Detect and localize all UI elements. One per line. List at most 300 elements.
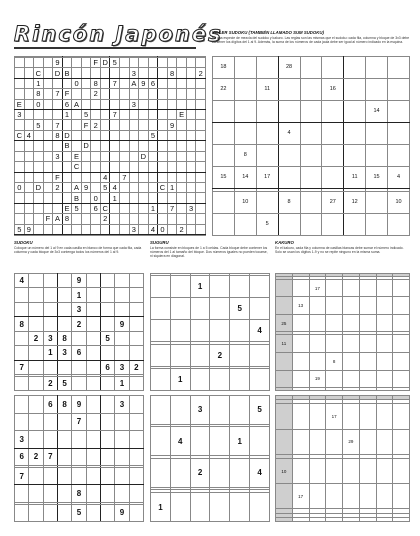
- cell[interactable]: [81, 203, 91, 213]
- cell[interactable]: [81, 99, 91, 109]
- cell[interactable]: [148, 68, 158, 78]
- cell[interactable]: [139, 224, 149, 234]
- cell[interactable]: [393, 352, 410, 370]
- cell[interactable]: [234, 100, 256, 122]
- cell[interactable]: [213, 100, 235, 122]
- cell[interactable]: [326, 314, 343, 332]
- cell[interactable]: [129, 89, 139, 99]
- cell[interactable]: [15, 78, 25, 88]
- cell[interactable]: [129, 141, 139, 151]
- cell[interactable]: [196, 162, 206, 172]
- cell[interactable]: [129, 162, 139, 172]
- cell[interactable]: [115, 288, 129, 302]
- cell[interactable]: [196, 120, 206, 130]
- cell[interactable]: 19: [309, 370, 326, 388]
- cell[interactable]: [43, 360, 57, 374]
- cell[interactable]: 14: [234, 166, 256, 188]
- cell[interactable]: [167, 58, 177, 68]
- cell[interactable]: [72, 448, 86, 466]
- cell[interactable]: [148, 141, 158, 151]
- cell[interactable]: [62, 58, 72, 68]
- cell[interactable]: [72, 141, 82, 151]
- cell[interactable]: [234, 122, 256, 144]
- cell[interactable]: [81, 89, 91, 99]
- cell[interactable]: [24, 162, 34, 172]
- cell[interactable]: [53, 224, 63, 234]
- cell[interactable]: [393, 370, 410, 388]
- cell[interactable]: [186, 162, 196, 172]
- cell[interactable]: 12: [344, 191, 366, 213]
- cell[interactable]: [276, 429, 293, 454]
- cell[interactable]: [388, 122, 410, 144]
- cell[interactable]: B: [62, 141, 72, 151]
- cell[interactable]: [177, 141, 187, 151]
- cell[interactable]: [86, 376, 100, 391]
- cell[interactable]: [292, 370, 309, 388]
- cell[interactable]: 8: [326, 352, 343, 370]
- cell[interactable]: [100, 78, 110, 88]
- cell[interactable]: [57, 413, 71, 431]
- cell[interactable]: [256, 100, 278, 122]
- cell[interactable]: [86, 448, 100, 466]
- cell[interactable]: 1: [170, 368, 190, 390]
- cell[interactable]: [129, 234, 139, 235]
- cell[interactable]: [72, 89, 82, 99]
- cell[interactable]: [278, 144, 300, 166]
- cell[interactable]: 1: [148, 203, 158, 213]
- cell[interactable]: 0: [91, 193, 101, 203]
- cell[interactable]: [129, 120, 139, 130]
- cell[interactable]: [170, 344, 190, 366]
- cell[interactable]: [15, 396, 29, 414]
- cell[interactable]: [43, 302, 57, 316]
- cell[interactable]: [100, 485, 114, 503]
- cell[interactable]: [72, 234, 82, 235]
- cell[interactable]: [72, 68, 82, 78]
- cell[interactable]: [230, 458, 250, 487]
- cell[interactable]: [86, 485, 100, 503]
- cell[interactable]: [24, 110, 34, 120]
- cell[interactable]: [81, 193, 91, 203]
- cell[interactable]: [234, 78, 256, 100]
- cell[interactable]: [29, 302, 43, 316]
- cell[interactable]: 4: [100, 172, 110, 182]
- cell[interactable]: [72, 360, 86, 374]
- cell[interactable]: [100, 234, 110, 235]
- cell[interactable]: [322, 166, 344, 188]
- cell[interactable]: 22: [213, 78, 235, 100]
- cell[interactable]: [343, 335, 360, 353]
- cell[interactable]: [359, 484, 376, 509]
- cell[interactable]: [151, 320, 171, 342]
- cell[interactable]: [359, 279, 376, 297]
- cell[interactable]: [309, 352, 326, 370]
- cell[interactable]: [148, 110, 158, 120]
- cell[interactable]: [256, 144, 278, 166]
- cell[interactable]: [376, 484, 393, 509]
- cell[interactable]: [344, 78, 366, 100]
- cell[interactable]: [344, 100, 366, 122]
- cell[interactable]: A: [129, 78, 139, 88]
- cell[interactable]: [29, 413, 43, 431]
- cell[interactable]: [366, 122, 388, 144]
- cell[interactable]: [388, 57, 410, 79]
- cell[interactable]: [322, 144, 344, 166]
- cell[interactable]: [151, 368, 171, 390]
- cell[interactable]: [129, 288, 143, 302]
- cell[interactable]: [34, 224, 44, 234]
- cell[interactable]: [129, 413, 143, 431]
- cell[interactable]: [177, 130, 187, 140]
- cell[interactable]: [43, 162, 53, 172]
- cell[interactable]: [210, 427, 230, 456]
- cell[interactable]: [129, 274, 143, 288]
- cell[interactable]: [366, 191, 388, 213]
- cell[interactable]: [24, 68, 34, 78]
- cell[interactable]: [322, 122, 344, 144]
- cell[interactable]: [110, 141, 120, 151]
- cell[interactable]: [86, 302, 100, 316]
- cell[interactable]: 1: [34, 78, 44, 88]
- cell[interactable]: [81, 162, 91, 172]
- cell[interactable]: [91, 182, 101, 192]
- cell[interactable]: F: [53, 172, 63, 182]
- cell[interactable]: 15: [366, 166, 388, 188]
- cell[interactable]: [376, 388, 393, 391]
- cell[interactable]: [256, 57, 278, 79]
- cell[interactable]: [34, 130, 44, 140]
- cell[interactable]: [34, 162, 44, 172]
- cell[interactable]: [91, 224, 101, 234]
- cell[interactable]: [139, 234, 149, 235]
- cell[interactable]: [151, 344, 171, 366]
- cell[interactable]: [300, 166, 322, 188]
- cell[interactable]: [43, 58, 53, 68]
- cell[interactable]: [250, 368, 270, 390]
- cell[interactable]: [230, 320, 250, 342]
- cell[interactable]: [343, 314, 360, 332]
- cell[interactable]: [43, 288, 57, 302]
- cell[interactable]: [34, 214, 44, 224]
- cell[interactable]: [57, 317, 71, 331]
- cell[interactable]: [110, 151, 120, 161]
- cell[interactable]: [24, 89, 34, 99]
- cell[interactable]: [177, 151, 187, 161]
- cell[interactable]: [376, 458, 393, 483]
- cell[interactable]: [167, 193, 177, 203]
- cell[interactable]: [120, 78, 130, 88]
- cell[interactable]: [24, 234, 34, 235]
- cell[interactable]: [278, 166, 300, 188]
- cell[interactable]: [120, 162, 130, 172]
- cell[interactable]: [388, 144, 410, 166]
- cell[interactable]: [129, 172, 139, 182]
- cell[interactable]: [393, 279, 410, 297]
- cell[interactable]: [43, 193, 53, 203]
- cell[interactable]: 0: [34, 99, 44, 109]
- cell[interactable]: [62, 224, 72, 234]
- cell[interactable]: [43, 274, 57, 288]
- cell[interactable]: [43, 203, 53, 213]
- cell[interactable]: [292, 314, 309, 332]
- cell[interactable]: [72, 120, 82, 130]
- cell[interactable]: [158, 58, 168, 68]
- cell[interactable]: [129, 151, 139, 161]
- cell[interactable]: [15, 234, 25, 235]
- cell[interactable]: [186, 99, 196, 109]
- cell[interactable]: 9: [167, 120, 177, 130]
- cell[interactable]: [129, 317, 143, 331]
- cell[interactable]: [250, 344, 270, 366]
- cell[interactable]: [29, 376, 43, 391]
- cell[interactable]: [343, 484, 360, 509]
- cell[interactable]: [120, 68, 130, 78]
- cell[interactable]: [129, 485, 143, 503]
- cell[interactable]: 8: [53, 130, 63, 140]
- cell[interactable]: [72, 331, 86, 345]
- cell[interactable]: [100, 376, 114, 391]
- cell[interactable]: 2: [29, 448, 43, 466]
- cell[interactable]: [292, 517, 309, 521]
- cell[interactable]: [53, 141, 63, 151]
- cell[interactable]: [148, 99, 158, 109]
- cell[interactable]: [393, 517, 410, 521]
- cell[interactable]: [158, 162, 168, 172]
- cell[interactable]: [129, 193, 139, 203]
- cell[interactable]: 2: [29, 331, 43, 345]
- cell[interactable]: D: [62, 130, 72, 140]
- cell[interactable]: [186, 193, 196, 203]
- cell[interactable]: [24, 193, 34, 203]
- cell[interactable]: [167, 151, 177, 161]
- cell[interactable]: 1: [115, 376, 129, 391]
- cell[interactable]: [24, 141, 34, 151]
- cell[interactable]: [24, 120, 34, 130]
- cell[interactable]: [100, 151, 110, 161]
- cell[interactable]: 3: [15, 110, 25, 120]
- cell[interactable]: [15, 193, 25, 203]
- cell[interactable]: [53, 234, 63, 235]
- cell[interactable]: 27: [322, 191, 344, 213]
- cell[interactable]: [62, 162, 72, 172]
- cell[interactable]: 7: [167, 203, 177, 213]
- cell[interactable]: [86, 331, 100, 345]
- cell[interactable]: [309, 517, 326, 521]
- cell[interactable]: 0: [15, 182, 25, 192]
- cell[interactable]: [276, 297, 293, 315]
- cell[interactable]: [186, 89, 196, 99]
- cell[interactable]: 3: [115, 360, 129, 374]
- cell[interactable]: [62, 78, 72, 88]
- cell[interactable]: 6: [91, 203, 101, 213]
- cell[interactable]: [148, 89, 158, 99]
- cell[interactable]: 9: [139, 78, 149, 88]
- cell[interactable]: [86, 431, 100, 449]
- cell[interactable]: [110, 162, 120, 172]
- cell[interactable]: [309, 429, 326, 454]
- cell[interactable]: [210, 396, 230, 425]
- cell[interactable]: [139, 68, 149, 78]
- cell[interactable]: [15, 120, 25, 130]
- cell[interactable]: [100, 431, 114, 449]
- cell[interactable]: [43, 141, 53, 151]
- cell[interactable]: [115, 302, 129, 316]
- cell[interactable]: [29, 317, 43, 331]
- cell[interactable]: [110, 68, 120, 78]
- cell[interactable]: 28: [278, 57, 300, 79]
- cell[interactable]: [43, 151, 53, 161]
- cell[interactable]: 8: [278, 191, 300, 213]
- cell[interactable]: [278, 78, 300, 100]
- cell[interactable]: [388, 100, 410, 122]
- cell[interactable]: [62, 120, 72, 130]
- cell[interactable]: [15, 89, 25, 99]
- cell[interactable]: [177, 172, 187, 182]
- cell[interactable]: [72, 431, 86, 449]
- cell[interactable]: [34, 110, 44, 120]
- cell[interactable]: [167, 110, 177, 120]
- cell[interactable]: [100, 120, 110, 130]
- cell[interactable]: [170, 320, 190, 342]
- cell[interactable]: 6: [15, 448, 29, 466]
- cell[interactable]: 17: [256, 166, 278, 188]
- cell[interactable]: [24, 203, 34, 213]
- cell[interactable]: [376, 279, 393, 297]
- cell[interactable]: [129, 130, 139, 140]
- cell[interactable]: 5: [72, 203, 82, 213]
- cell[interactable]: 3: [115, 396, 129, 414]
- cell[interactable]: [196, 58, 206, 68]
- cell[interactable]: 1: [62, 110, 72, 120]
- cell[interactable]: [376, 404, 393, 429]
- cell[interactable]: [376, 352, 393, 370]
- cell[interactable]: [158, 172, 168, 182]
- cell[interactable]: [100, 110, 110, 120]
- cell[interactable]: [43, 182, 53, 192]
- cell[interactable]: [115, 448, 129, 466]
- cell[interactable]: [29, 504, 43, 522]
- cell[interactable]: 2: [210, 344, 230, 366]
- cell[interactable]: [139, 214, 149, 224]
- cell[interactable]: [186, 130, 196, 140]
- cell[interactable]: 8: [57, 331, 71, 345]
- cell[interactable]: [343, 279, 360, 297]
- cell[interactable]: 3: [190, 396, 210, 425]
- cell[interactable]: [210, 493, 230, 522]
- cell[interactable]: [57, 288, 71, 302]
- cell[interactable]: [129, 504, 143, 522]
- cell[interactable]: [57, 431, 71, 449]
- cell[interactable]: [196, 130, 206, 140]
- cell[interactable]: [393, 388, 410, 391]
- cell[interactable]: [115, 413, 129, 431]
- cell[interactable]: [148, 214, 158, 224]
- cell[interactable]: [120, 182, 130, 192]
- cell[interactable]: [43, 504, 57, 522]
- cell[interactable]: [15, 141, 25, 151]
- cell[interactable]: [24, 58, 34, 68]
- cell[interactable]: [100, 346, 114, 360]
- cell[interactable]: E: [15, 99, 25, 109]
- cell[interactable]: 9: [115, 317, 129, 331]
- cell[interactable]: [86, 413, 100, 431]
- cell[interactable]: 3: [186, 203, 196, 213]
- cell[interactable]: [43, 120, 53, 130]
- cell[interactable]: [186, 141, 196, 151]
- cell[interactable]: [53, 193, 63, 203]
- cell[interactable]: [393, 297, 410, 315]
- cell[interactable]: 1: [151, 493, 171, 522]
- cell[interactable]: 4: [110, 182, 120, 192]
- cell[interactable]: [100, 130, 110, 140]
- cell[interactable]: [366, 78, 388, 100]
- cell[interactable]: [158, 68, 168, 78]
- cell[interactable]: [110, 203, 120, 213]
- cell[interactable]: [292, 458, 309, 483]
- cell[interactable]: 7: [43, 448, 57, 466]
- cell[interactable]: [81, 224, 91, 234]
- cell[interactable]: [91, 214, 101, 224]
- cell[interactable]: 8: [62, 214, 72, 224]
- cell[interactable]: [15, 68, 25, 78]
- cell[interactable]: [151, 276, 171, 298]
- cell[interactable]: [81, 234, 91, 235]
- cell[interactable]: 4: [250, 320, 270, 342]
- cell[interactable]: [43, 224, 53, 234]
- cell[interactable]: [151, 298, 171, 320]
- cell[interactable]: [326, 279, 343, 297]
- cell[interactable]: 7: [72, 413, 86, 431]
- cell[interactable]: F: [91, 58, 101, 68]
- cell[interactable]: [15, 376, 29, 391]
- cell[interactable]: [81, 130, 91, 140]
- cell[interactable]: [190, 427, 210, 456]
- cell[interactable]: 4: [15, 274, 29, 288]
- cell[interactable]: 13: [292, 297, 309, 315]
- cell[interactable]: [43, 99, 53, 109]
- cell[interactable]: [170, 396, 190, 425]
- cell[interactable]: [86, 288, 100, 302]
- cell[interactable]: [34, 58, 44, 68]
- cell[interactable]: [158, 214, 168, 224]
- cell[interactable]: E: [177, 110, 187, 120]
- cell[interactable]: [177, 162, 187, 172]
- cell[interactable]: [100, 224, 110, 234]
- cell[interactable]: [81, 172, 91, 182]
- cell[interactable]: [300, 144, 322, 166]
- cell[interactable]: [62, 172, 72, 182]
- cell[interactable]: 16: [322, 78, 344, 100]
- cell[interactable]: 5: [100, 182, 110, 192]
- cell[interactable]: [300, 191, 322, 213]
- cell[interactable]: [170, 298, 190, 320]
- cell[interactable]: [148, 182, 158, 192]
- cell[interactable]: [29, 467, 43, 485]
- cell[interactable]: [359, 404, 376, 429]
- cell[interactable]: 5: [57, 376, 71, 391]
- cell[interactable]: 10: [388, 191, 410, 213]
- cell[interactable]: [167, 141, 177, 151]
- cell[interactable]: [300, 213, 322, 235]
- cell[interactable]: [292, 404, 309, 429]
- cell[interactable]: 9: [115, 504, 129, 522]
- cell[interactable]: [57, 360, 71, 374]
- cell[interactable]: 8: [34, 89, 44, 99]
- cell[interactable]: [376, 517, 393, 521]
- cell[interactable]: [186, 68, 196, 78]
- cell[interactable]: [29, 288, 43, 302]
- cell[interactable]: 6: [72, 346, 86, 360]
